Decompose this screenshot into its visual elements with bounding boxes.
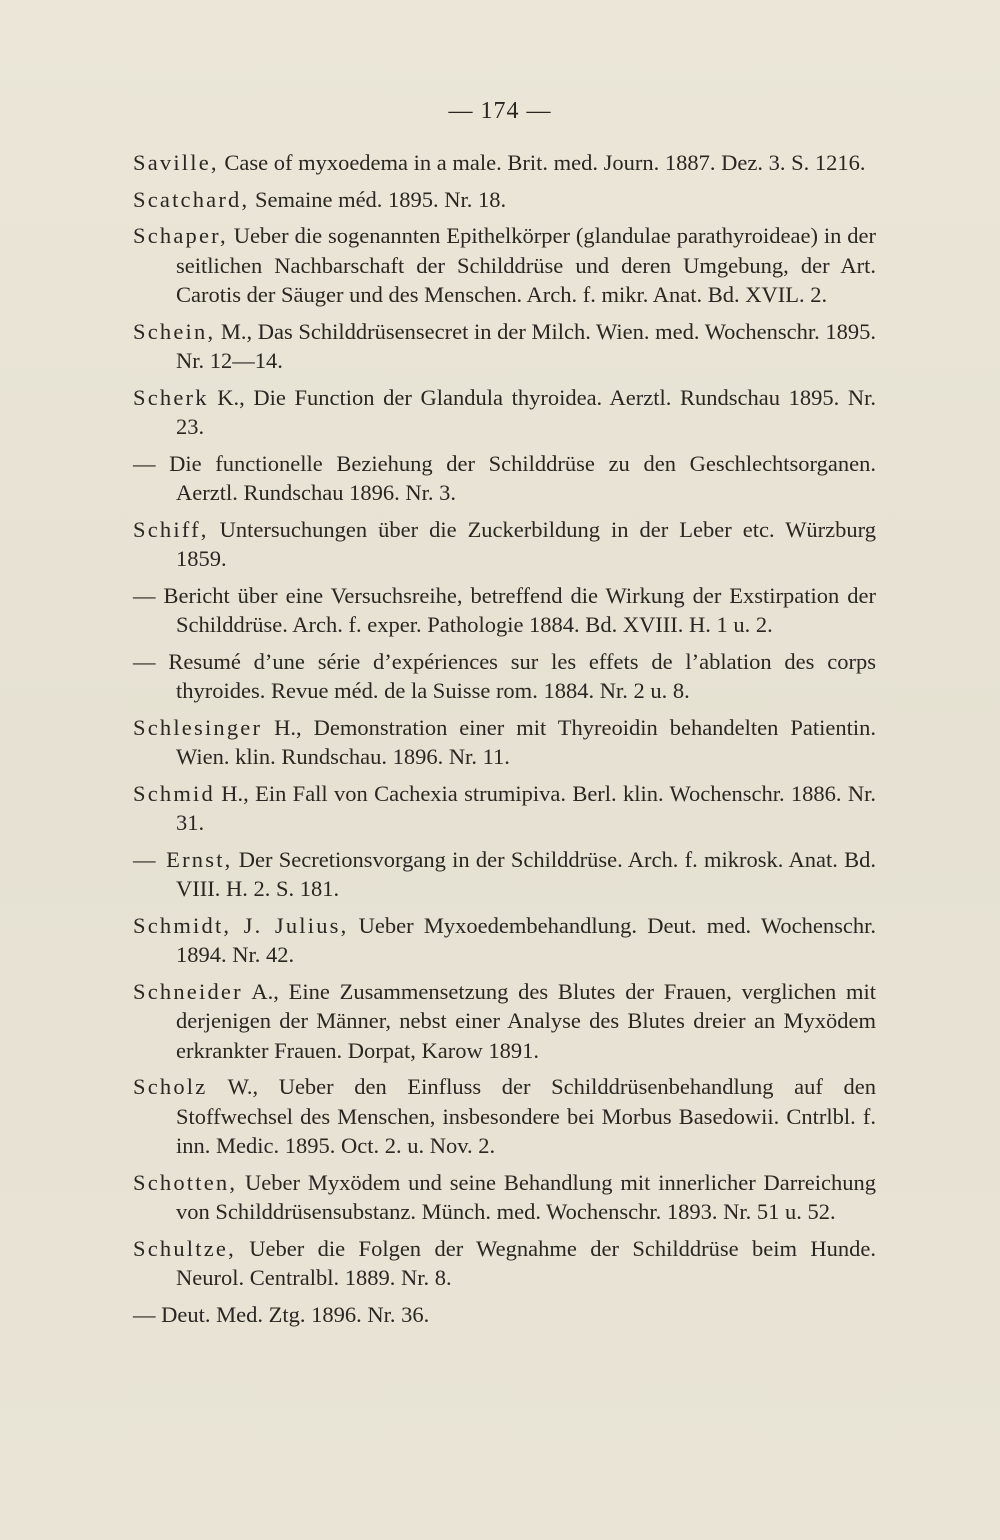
entry-text: Semaine méd. 1895. Nr. 18.: [249, 186, 507, 212]
entry-text: — Resumé d’une série d’expériences sur les effets de l’ablation des corps thyroides. Revue méd. de la Suisse rom. 1884. Nr. 2 u. 8.: [133, 648, 876, 703]
bibliography-list: [133, 148, 876, 1336]
bibliography-entry: [133, 317, 876, 376]
bibliography-entry: [133, 911, 876, 970]
bibliography-entry: [133, 221, 876, 310]
entry-author: Schotten,: [133, 1169, 238, 1195]
entry-author: Schlesinger: [133, 714, 263, 740]
bibliography-entry: [133, 1168, 876, 1227]
bibliography-entry: [133, 1234, 876, 1293]
bibliography-entry: [133, 713, 876, 772]
entry-text: Ueber die sogenannten Epithelkörper (glandulae parathyroideae) in der seitlichen Nachbarschaft der Schilddrüse und deren Umgebung, der Art. Carotis der Säuger und des Menschen. Arch. f. mikr. Anat. Bd. XVIL. 2.: [176, 223, 876, 307]
bibliography-entry: [133, 581, 876, 640]
bibliography-entry: [133, 185, 876, 215]
entry-text: Case of myxoedema in a male. Brit. med. Journ. 1887. Dez. 3. S. 1216.: [218, 150, 866, 175]
entry-author: — Ernst,: [133, 846, 233, 872]
entry-author: Schein,: [133, 318, 216, 344]
bibliography-entry: [133, 845, 876, 904]
page-number: — 174 —: [448, 98, 552, 124]
entry-text: Untersuchungen über die Zuckerbildung in der Leber etc. Würzburg 1859.: [176, 516, 876, 571]
bibliography-entry: [133, 148, 876, 178]
entry-text: — Bericht über eine Versuchsreihe, betreffend die Wirkung der Exstirpation der Schilddrüse. Arch. f. exper. Pathologie 1884. Bd. XVIII. H. 1 u. 2.: [133, 582, 876, 637]
bibliography-entry: [133, 1072, 876, 1161]
bibliography-entry: [133, 515, 876, 574]
bibliography-entry: [133, 647, 876, 706]
entry-text: M., Das Schilddrüsensecret in der Milch. Wien. med. Wochenschr. 1895. Nr. 12—14.: [176, 318, 876, 373]
entry-author: Schaper,: [133, 223, 228, 248]
entry-text: Ueber Myxoedembehandlung. Deut. med. Wochenschr. 1894. Nr. 42.: [176, 912, 877, 967]
bibliography-entry: [133, 779, 876, 838]
entry-text: — Die functionelle Beziehung der Schilddrüse zu den Geschlechtsorganen. Aerztl. Rundschau 1896. Nr. 3.: [133, 450, 876, 505]
entry-text: W., Ueber den Einfluss der Schilddrüsenbehandlung auf den Stoffwechsel des Menschen, insbesondere bei Morbus Basedowii. Cntrlbl. f. inn. Medic. 1895. Oct. 2. u. Nov. 2.: [176, 1074, 876, 1158]
entry-author: Schneider: [133, 978, 243, 1004]
entry-author: Schmid: [133, 780, 215, 806]
entry-author: Schultze,: [133, 1235, 236, 1261]
entry-text: — Deut. Med. Ztg. 1896. Nr. 36.: [133, 1301, 430, 1327]
bibliography-entry: [133, 1300, 876, 1330]
entry-text: Ueber Myxödem und seine Behandlung mit innerlicher Darreichung von Schilddrüsensubstanz. Münch. med. Wochenschr. 1893. Nr. 51 u. 52.: [176, 1169, 876, 1224]
entry-author: Schmidt, J. Julius,: [133, 912, 349, 938]
entry-text: Ueber die Folgen der Wegnahme der Schilddrüse beim Hunde. Neurol. Centralbl. 1889. Nr. 8.: [176, 1235, 876, 1290]
entry-author: Scatchard,: [133, 186, 250, 212]
bibliography-entry: [133, 977, 876, 1066]
entry-author: Scholz: [133, 1074, 208, 1099]
entry-text: Der Secretionsvorgang in der Schilddrüse. Arch. f. mikrosk. Anat. Bd. VIII. H. 2. S. 181.: [176, 846, 876, 901]
entry-text: H., Ein Fall von Cachexia strumipiva. Berl. klin. Wochenschr. 1886. Nr. 31.: [176, 780, 876, 835]
entry-author: Scherk: [133, 384, 209, 410]
bibliography-entry: [133, 383, 876, 442]
entry-text: A., Eine Zusammensetzung des Blutes der Frauen, verglichen mit derjenigen der Männer, nebst einer Analyse des Blutes dreier an Myxödem erkrankter Frauen. Dorpat, Karow 1891.: [176, 978, 876, 1063]
entry-author: Schiff,: [133, 516, 209, 542]
entry-author: Saville,: [133, 150, 219, 175]
entry-text: H., Demonstration einer mit Thyreoidin behandelten Patientin. Wien. klin. Rundschau. 1896. Nr. 11.: [176, 714, 876, 769]
entry-text: K., Die Function der Glandula thyroidea. Aerztl. Rundschau 1895. Nr. 23.: [176, 384, 876, 439]
bibliography-entry: [133, 449, 876, 508]
